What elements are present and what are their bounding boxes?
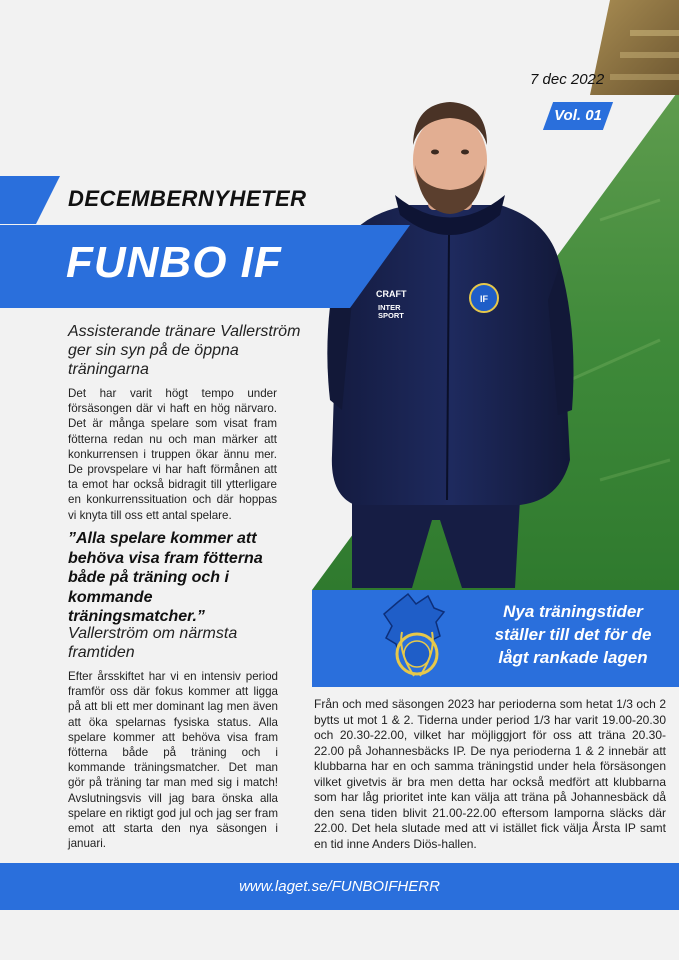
article3-headline: Nya träningstider ställer till det för de lågt rankade lagen <box>494 602 652 667</box>
volume-badge <box>543 102 613 130</box>
kicker-title: DECEMBERNYHETER <box>68 186 307 211</box>
footer-link[interactable]: www.laget.se/FUNBOIFHERR <box>239 878 440 895</box>
club-logo-wolf <box>378 592 456 684</box>
article1-headline: Assisterande tränare Vallerström ger sin syn på de öppna träningarna <box>68 323 301 378</box>
article1-quote: ”Alla spelare kommer att behöva visa fram fötterna både på träning och i kommande träningsmatcher.” <box>68 530 263 625</box>
intersport-logo-line1: INTER <box>378 303 401 312</box>
jacket-crest-text: IF <box>480 294 488 304</box>
issue-date: 7 dec 2022 <box>530 71 605 88</box>
article1-paragraph: Det har varit högt tempo under försäsongen där vi haft en hög närvaro. Det är många spelare som visat fram fötterna redan nu och man märker att konkurrensen i truppen ökar ännu mer. De provspelare vi har haft förmånen att ta emot har också bidragit till ytterligare en konkurrenssituation och där hoppas vi knyta till oss ett antal spelare. <box>68 387 277 522</box>
volume-label: Vol. 01 <box>554 107 602 124</box>
craft-logo-text: CRAFT <box>376 289 407 299</box>
club-title: FUNBO IF <box>66 238 282 287</box>
intersport-logo-line2: SPORT <box>378 311 404 320</box>
article2-headline: Vallerström om närmsta framtiden <box>68 625 238 661</box>
article3-paragraph: Från och med säsongen 2023 har perioderna som hetat 1/3 och 2 bytts ut mot 1 & 2. Tiderna under period 1/3 har varit 19.00-20.30 och 20.30-22.00, vilket har möjliggjort för oss att träna 20.30-22.00 på Johannesbäcks IP. De nya perioderna 1 & 2 innebär att klubbarna har en och samma träningstid under hela försäsongen vilket givetvis är bra men detta har också medfört att klubbarna som har låg prioritet inte kan välja att träna på Johannesbäck då den sena tiden blivit 21.00-22.00 eftersom lamporna släcks där 22.00. Det hela slutade med att vi istället fick välja Årsta IP samt en tid inne Anders Diös-hallen. <box>314 697 666 851</box>
article2-paragraph: Efter årsskiftet har vi en intensiv period framför oss där fokus kommer att ligga på att bli ett mer dominant lag men även att öka spelarnas fysiska status. Alla spelare kommer att behöva visa fram fötterna både på träning och i kommande träningsmatcher. Det man gör på träning tar man med sig i match! Avslutningsvis vill jag bara önska alla spelare en riktigt god jul och jag ser fram emot att starta den nya säsongen i januari. <box>68 670 278 851</box>
